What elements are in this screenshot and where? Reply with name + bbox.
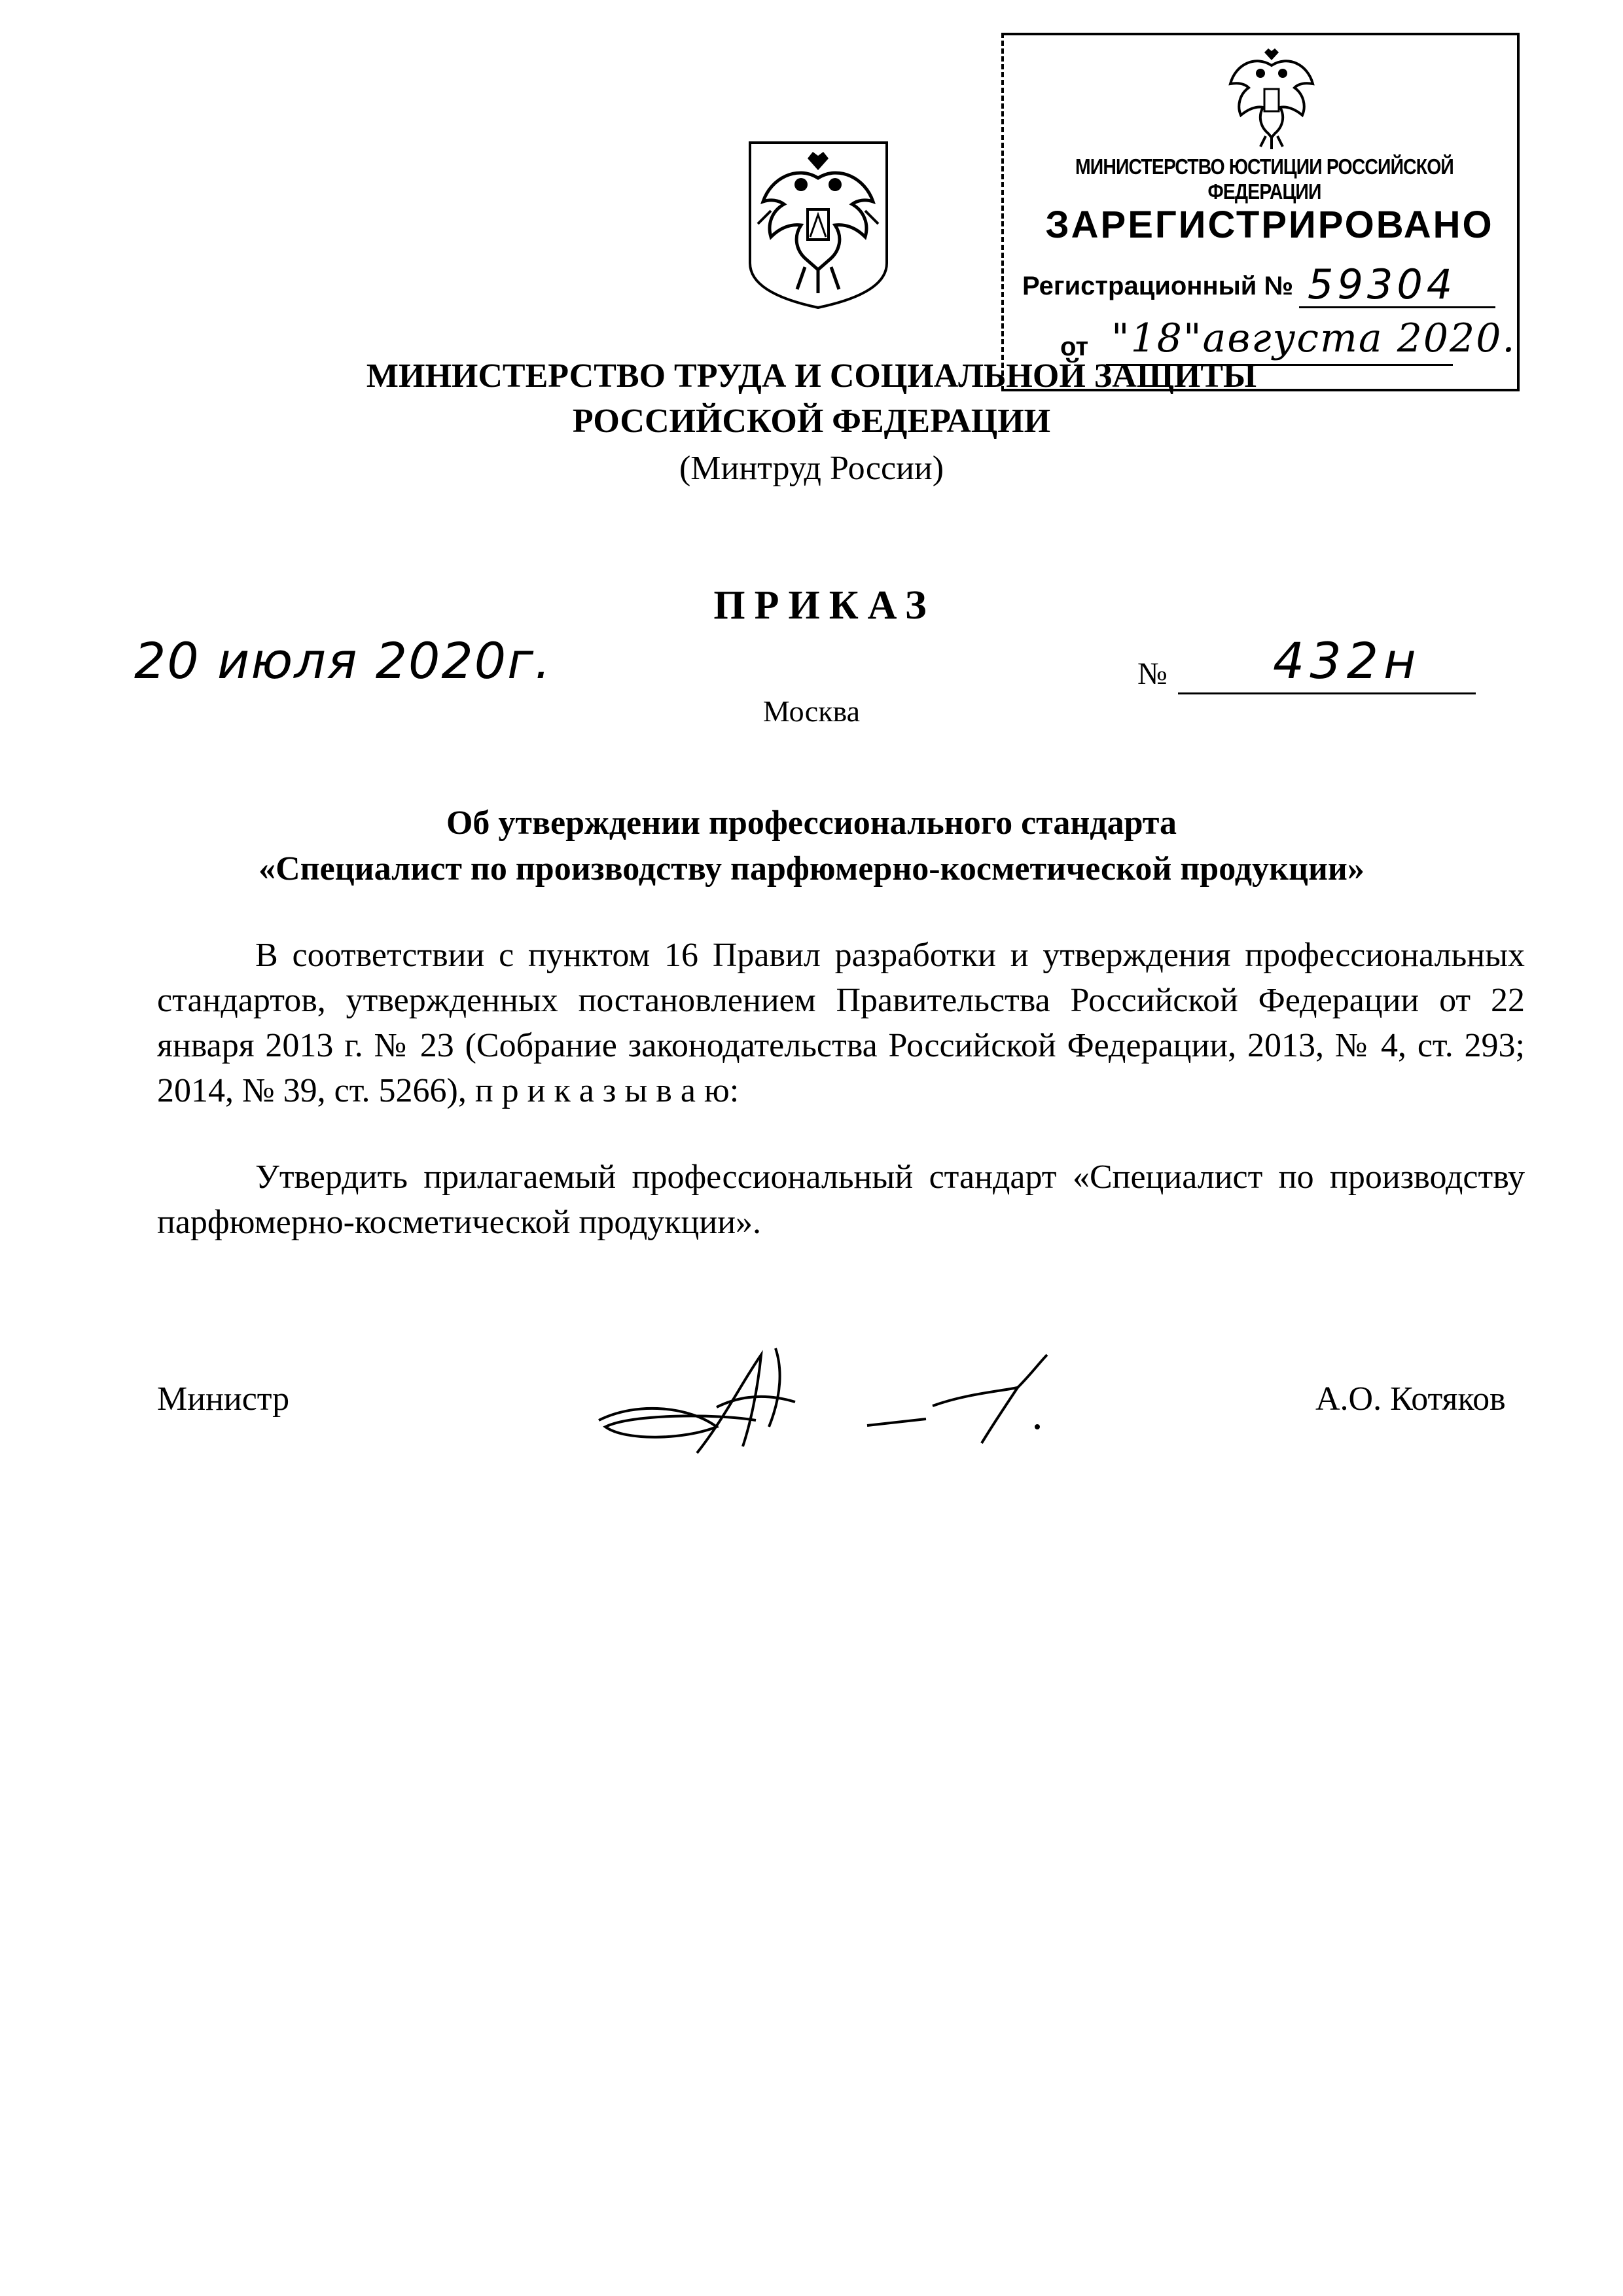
signatory-name: А.О. Котяков [1315, 1380, 1506, 1418]
stamp-date-label: от [1060, 332, 1089, 361]
stamp-coat-of-arms-icon [1222, 46, 1321, 151]
order-city: Москва [762, 694, 861, 728]
stamp-reg-number-label: Регистрационный № [1022, 272, 1294, 300]
number-sign: № [1137, 656, 1168, 691]
stamp-ministry-name: МИНИСТЕРСТВО ЮСТИЦИИ РОССИЙСКОЙ ФЕДЕРАЦИИ [1075, 154, 1454, 204]
ministry-name-line1: МИНИСТЕРСТВО ТРУДА И СОЦИАЛЬНОЙ ЗАЩИТЫ [366, 357, 1257, 395]
document-title: ПРИКАЗ [713, 583, 936, 628]
handwritten-signature [586, 1329, 1070, 1466]
body-paragraph-1: В соответствии с пунктом 16 Правил разработки и утверждения профессиональных стандартов, утвержденных постановлением Правительства Российской Федерации от 22 января 2013 г. № 23 (Собрание законодательства Российской Федерации, 2013, № 4, ст. 293; 2014, № 39, ст. 5266), п р и к а з ы в а ю: [157, 937, 1525, 1109]
stamp-number-underline [1299, 306, 1495, 308]
ministry-name-line2: РОССИЙСКОЙ ФЕДЕРАЦИИ [572, 403, 1051, 440]
subject-line1: Об утверждении профессионального стандарта [446, 804, 1177, 842]
ministry-short-name: (Минтруд России) [679, 450, 944, 487]
stamp-registered-label: ЗАРЕГИСТРИРОВАНО [1045, 204, 1494, 246]
body-paragraph-2: Утвердить прилагаемый профессиональный стандарт «Специалист по производству парфюмерно-косметической продукции». [157, 1158, 1525, 1241]
stamp-date-value: "18"августа 2020. [1111, 315, 1516, 361]
subject-line2: «Специалист по производству парфюмерно-косметической продукции» [259, 850, 1364, 888]
signatory-title: Министр [157, 1380, 290, 1418]
stamp-reg-number: 59304 [1308, 260, 1457, 308]
order-number: 432н [1273, 632, 1421, 690]
coat-of-arms-emblem [745, 139, 892, 310]
order-date: 20 июля 2020г. [134, 632, 552, 690]
